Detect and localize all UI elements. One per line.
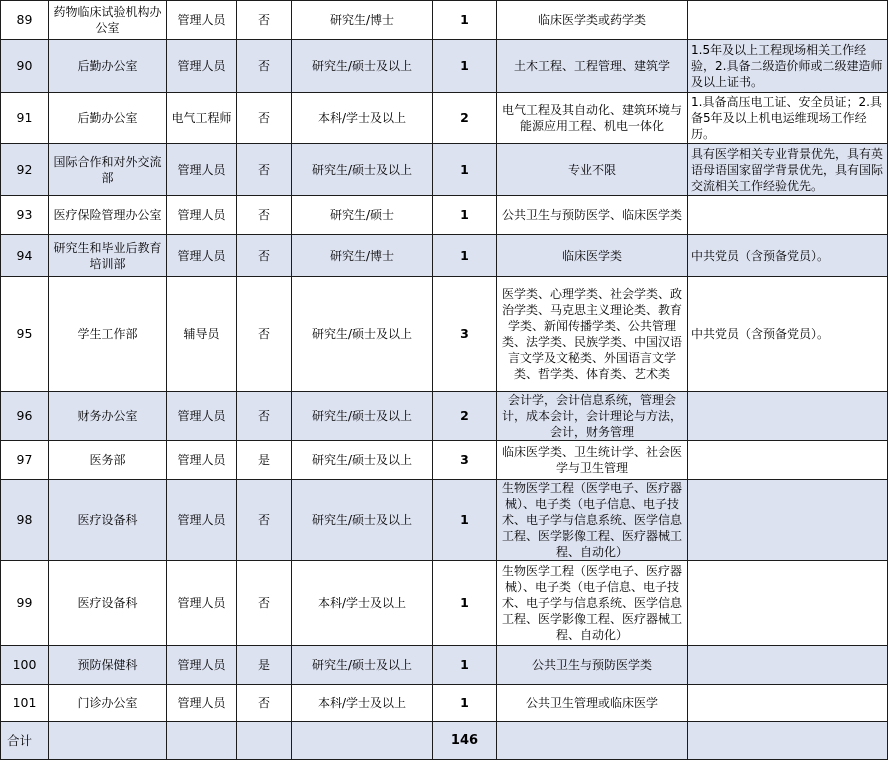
cell-number: 90 [1, 40, 49, 93]
cell-requirements [688, 196, 888, 235]
cell-number: 95 [1, 277, 49, 392]
cell-education: 研究生/硕士及以上 [292, 646, 433, 685]
cell-count: 2 [433, 392, 497, 441]
cell-major: 临床医学类、卫生统计学、社会医学与卫生管理 [497, 441, 688, 480]
cell-requirements [688, 480, 888, 561]
cell-major: 公共卫生与预防医学类 [497, 646, 688, 685]
cell-department: 后勤办公室 [49, 93, 167, 144]
cell-count: 2 [433, 93, 497, 144]
cell-position: 辅导员 [167, 277, 237, 392]
table-row [1, 235, 888, 277]
cell-flag: 否 [237, 392, 292, 441]
table-row [1, 646, 888, 685]
table-row [1, 561, 888, 646]
cell-education: 研究生/博士 [292, 1, 433, 40]
cell-count: 1 [433, 1, 497, 40]
cell-department: 学生工作部 [49, 277, 167, 392]
cell-department: 预防保健科 [49, 646, 167, 685]
total-count: 146 [433, 722, 497, 760]
cell-number: 101 [1, 685, 49, 722]
cell-position: 管理人员 [167, 392, 237, 441]
cell-flag: 是 [237, 646, 292, 685]
cell-flag: 否 [237, 277, 292, 392]
cell-department: 药物临床试验机构办公室 [49, 1, 167, 40]
cell-count: 1 [433, 144, 497, 196]
cell-major: 医学类、心理学类、社会学类、政治学类、马克思主义理论类、教育学类、新闻传播学类、公共管理类、法学类、民族学类、中国汉语言文学及文秘类、外国语言文学类、哲学类、体育类、艺术类 [497, 277, 688, 392]
cell-position: 管理人员 [167, 480, 237, 561]
cell-department: 医疗设备科 [49, 480, 167, 561]
table-row [1, 277, 888, 392]
cell-flag: 否 [237, 235, 292, 277]
cell-major: 生物医学工程（医学电子、医疗器械）、电子类（电子信息、电子技术、电子学与信息系统、医学信息工程、医学影像工程、医疗器械工程、自动化） [497, 480, 688, 561]
cell-department: 国际合作和对外交流部 [49, 144, 167, 196]
empty-cell [497, 722, 688, 760]
cell-requirements: 1.具备高压电工证、安全员证；2.具备5年及以上机电运维现场工作经历。 [688, 93, 888, 144]
cell-department: 研究生和毕业后教育培训部 [49, 235, 167, 277]
cell-position: 管理人员 [167, 561, 237, 646]
cell-count: 1 [433, 646, 497, 685]
cell-position: 管理人员 [167, 40, 237, 93]
cell-flag: 是 [237, 441, 292, 480]
cell-number: 96 [1, 392, 49, 441]
cell-education: 本科/学士及以上 [292, 93, 433, 144]
cell-number: 97 [1, 441, 49, 480]
empty-cell [292, 722, 433, 760]
cell-requirements [688, 392, 888, 441]
cell-count: 1 [433, 235, 497, 277]
cell-department: 门诊办公室 [49, 685, 167, 722]
cell-requirements [688, 685, 888, 722]
cell-major: 公共卫生与预防医学、临床医学类 [497, 196, 688, 235]
cell-requirements: 中共党员（含预备党员）。 [688, 277, 888, 392]
cell-count: 1 [433, 685, 497, 722]
cell-education: 研究生/硕士及以上 [292, 441, 433, 480]
cell-number: 93 [1, 196, 49, 235]
cell-flag: 否 [237, 40, 292, 93]
empty-cell [237, 722, 292, 760]
table-row [1, 1, 888, 40]
cell-number: 100 [1, 646, 49, 685]
cell-requirements [688, 1, 888, 40]
cell-requirements [688, 646, 888, 685]
cell-flag: 否 [237, 561, 292, 646]
cell-count: 1 [433, 196, 497, 235]
cell-number: 94 [1, 235, 49, 277]
cell-requirements: 1.5年及以上工程现场相关工作经验，2.具备二级造价师或二级建造师及以上证书。 [688, 40, 888, 93]
table-row [1, 392, 888, 441]
cell-major: 专业不限 [497, 144, 688, 196]
cell-flag: 否 [237, 480, 292, 561]
cell-position: 管理人员 [167, 646, 237, 685]
cell-major: 土木工程、工程管理、建筑学 [497, 40, 688, 93]
cell-position: 管理人员 [167, 235, 237, 277]
table-row [1, 196, 888, 235]
cell-position: 管理人员 [167, 441, 237, 480]
cell-requirements: 具有医学相关专业背景优先，具有英语母语国家留学背景优先，具有国际交流相关工作经验优先。 [688, 144, 888, 196]
cell-count: 3 [433, 441, 497, 480]
empty-cell [167, 722, 237, 760]
cell-count: 1 [433, 480, 497, 561]
cell-count: 3 [433, 277, 497, 392]
cell-education: 研究生/硕士及以上 [292, 277, 433, 392]
cell-education: 研究生/硕士及以上 [292, 144, 433, 196]
cell-education: 研究生/博士 [292, 235, 433, 277]
cell-major: 临床医学类 [497, 235, 688, 277]
cell-department: 财务办公室 [49, 392, 167, 441]
cell-major: 公共卫生管理或临床医学 [497, 685, 688, 722]
cell-education: 研究生/硕士 [292, 196, 433, 235]
cell-department: 后勤办公室 [49, 40, 167, 93]
cell-requirements [688, 441, 888, 480]
table-row [1, 93, 888, 144]
cell-education: 研究生/硕士及以上 [292, 392, 433, 441]
cell-requirements [688, 561, 888, 646]
cell-position: 管理人员 [167, 196, 237, 235]
cell-flag: 否 [237, 1, 292, 40]
cell-major: 会计学，会计信息系统，管理会计，成本会计，会计理论与方法，会计，财务管理 [497, 392, 688, 441]
table-row [1, 40, 888, 93]
table-row [1, 144, 888, 196]
cell-major: 临床医学类或药学类 [497, 1, 688, 40]
cell-department: 医疗保险管理办公室 [49, 196, 167, 235]
table-row [1, 685, 888, 722]
empty-cell [49, 722, 167, 760]
cell-department: 医疗设备科 [49, 561, 167, 646]
cell-number: 99 [1, 561, 49, 646]
cell-requirements: 中共党员（含预备党员）。 [688, 235, 888, 277]
total-row [1, 722, 888, 760]
cell-education: 本科/学士及以上 [292, 561, 433, 646]
cell-flag: 否 [237, 196, 292, 235]
cell-department: 医务部 [49, 441, 167, 480]
cell-education: 研究生/硕士及以上 [292, 480, 433, 561]
total-label: 合计 [1, 722, 49, 760]
cell-number: 98 [1, 480, 49, 561]
cell-education: 本科/学士及以上 [292, 685, 433, 722]
cell-count: 1 [433, 561, 497, 646]
table-row [1, 441, 888, 480]
cell-flag: 否 [237, 685, 292, 722]
cell-position: 电气工程师 [167, 93, 237, 144]
cell-number: 89 [1, 1, 49, 40]
cell-number: 91 [1, 93, 49, 144]
cell-flag: 否 [237, 144, 292, 196]
table-row [1, 480, 888, 561]
cell-position: 管理人员 [167, 144, 237, 196]
cell-position: 管理人员 [167, 1, 237, 40]
empty-cell [688, 722, 888, 760]
cell-major: 电气工程及其自动化、建筑环境与能源应用工程、机电一体化 [497, 93, 688, 144]
cell-position: 管理人员 [167, 685, 237, 722]
cell-flag: 否 [237, 93, 292, 144]
cell-count: 1 [433, 40, 497, 93]
cell-education: 研究生/硕士及以上 [292, 40, 433, 93]
cell-number: 92 [1, 144, 49, 196]
cell-major: 生物医学工程（医学电子、医疗器械）、电子类（电子信息、电子技术、电子学与信息系统、医学信息工程、医学影像工程、医疗器械工程、自动化） [497, 561, 688, 646]
